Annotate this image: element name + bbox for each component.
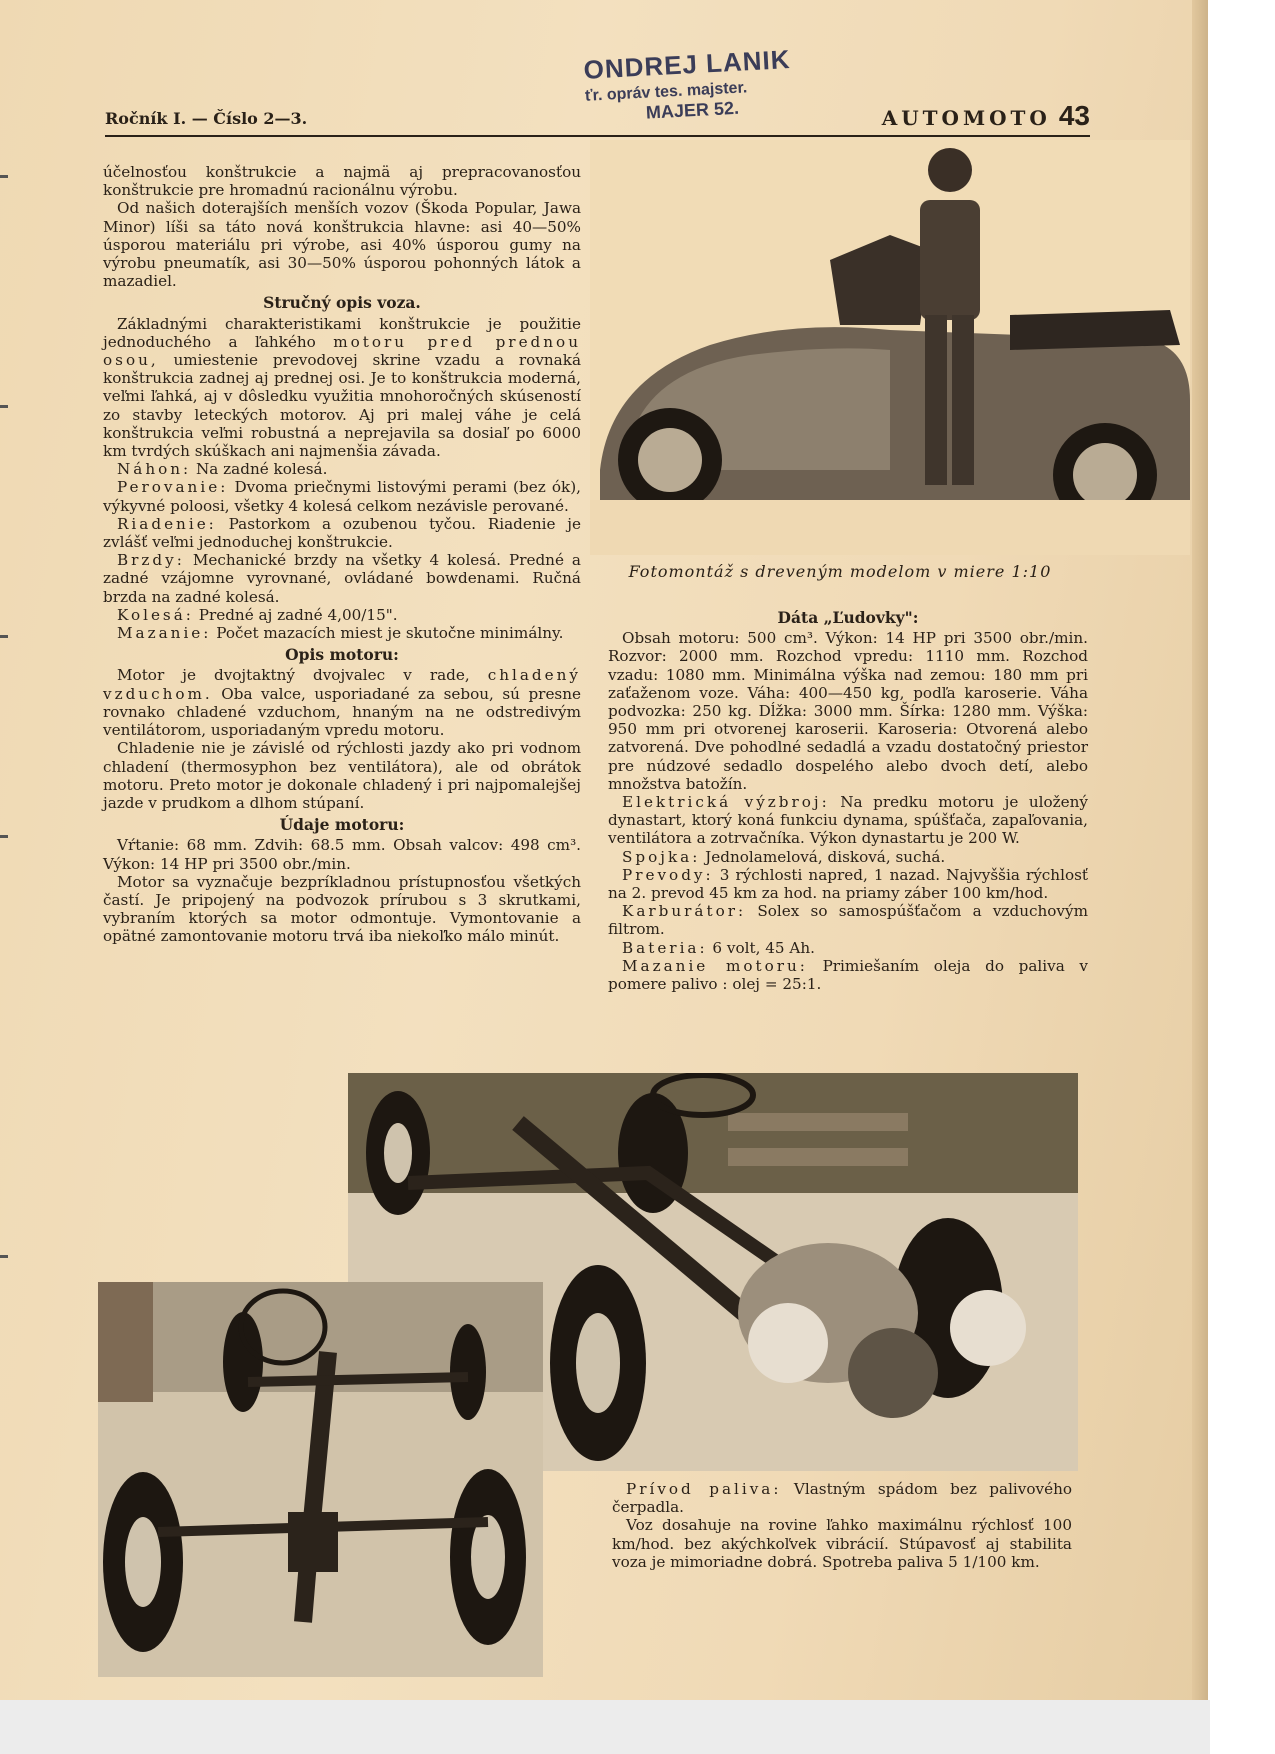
car-photo [590,140,1190,555]
left-column [103,163,581,946]
binding-mark [0,175,8,178]
spec-item: Mazanie: Počet mazacích miest je skutočne minimálny. [117,624,564,643]
scan-background [0,1700,1210,1754]
page-edge [1192,0,1208,1705]
paragraph: Chladenie nie je závislé od rýchlosti jazdy ako pri vodnom chladení (thermosyphon bez ventilátora), ale od obrátok motoru. Preto motor je dokonale chladený i pri najpomalejšej jazde v prudkom a dlhom stúpaní. [103,739,581,812]
magazine-name: AUTOMOTO [881,106,1051,130]
owner-stamp [583,41,847,142]
spec-item: Náhon: Na zadné kolesá. [117,460,328,479]
spec-item: Prívod paliva: Vlastným spádom bez palivového čerpadla. [612,1480,1073,1517]
spec-item: Perovanie: Dvoma priečnymi listovými perami (bez ók), výkyvné poloosi, všetky 4 kolesá celkom nezávisle perované. [103,478,581,515]
stamp-line-2: ťr. opráv tes. majster. [584,79,748,105]
paragraph: Motor je dvojtaktný dvojvalec v rade, chladený vzduchom. Oba valce, usporiadané za sebou, sú presne rovnako chladené vzduchom, hnaným na ne odstredivým ventilátorom, usporiadaným vpredu motoru. [103,666,581,740]
paragraph: Od našich doterajších menších vozov (Škoda Popular, Jawa Minor) líši sa táto nová konštrukcia hlavne: asi 40—50% úsporou materiálu pri výrobe, asi 40% úsporou gumy na výrobu pneumatík, asi 30—50% úsporou pohonných látok a mazadiel. [103,199,581,291]
section-heading: Opis motoru: [285,645,399,665]
stamp-line-3: MAJER 52. [645,97,740,123]
bottom-text [612,1480,1072,1571]
right-column [608,605,1088,993]
paragraph: účelnosťou konštrukcie a najmä aj prepracovanosťou konštrukcie pre hromadnú racionálnu výrobu. [103,163,581,200]
chassis-top-photo [98,1282,543,1677]
paragraph: Motor sa vyznačuje bezpríkladnou prístupnosťou všetkých častí. Je pripojený na podvozok prírubou s 3 skrutkami, vybraním ktorých sa motor odmontuje. Vymontovanie a opätné zamontovanie motoru trvá iba niekoľko málo minút. [103,872,581,946]
spec-item: Bateria: 6 volt, 45 Ah. [622,938,815,957]
binding-mark [0,835,8,838]
page-number: 43 [1058,100,1090,131]
spec-item: Brzdy: Mechanické brzdy na všetky 4 kolesá. Predné a zadné vzájomne vyrovnané, ovládané bowdenami. Ručná brzda na zadné kolesá. [103,551,581,606]
paragraph: Obsah motoru: 500 cm³. Výkon: 14 HP pri 3500 obr./min. Rozvor: 2000 mm. Rozchod vpredu: 1110 mm. Rozchod vzadu: 1080 mm. Minimálna výška nad zemou: 180 mm pri zaťaženom voze. Váha: 400—450 kg, podľa karoserie. Váha podvozka: 250 kg. Dĺžka: 3000 mm. Šírka: 1280 mm. Výška: 950 mm pri otvorenej karoserii. Karoseria: Otvorená alebo zatvorená. Dve pohodlné sedadlá a vzadu dostatočný priestor pre núdzové sedadlo dospelého alebo dvoch detí, alebo množstva batožín. [608,629,1088,793]
spec-item: Spojka: Jednolamelová, disková, suchá. [622,847,946,866]
section-heading: Stručný opis voza. [263,293,421,313]
spec-item: Elektrická výzbroj: Na predku motoru je uložený dynastart, ktorý koná funkciu dynama, spúšťača, zapaľovania, ventilátora a zotrvačníka. Výkon dynastartu je 200 W. [608,793,1088,848]
binding-mark [0,1255,8,1258]
paragraph: Voz dosahuje na rovine ľahko maximálnu rýchlosť 100 km/hod. bez akýchkoľvek vibrácií. Stúpavosť aj stabilita voza je mimoriadne dobrá. Spotreba paliva 5 1/100 km. [612,1516,1072,1571]
stamp-line-1: ONDREJ LANIK [582,44,792,85]
paragraph: Vŕtanie: 68 mm. Zdvih: 68.5 mm. Obsah valcov: 498 cm³. Výkon: 14 HP pri 3500 obr./min. [103,836,581,873]
spec-item: Mazanie motoru: Primiešaním oleja do paliva v pomere palivo : olej = 25:1. [608,956,1088,994]
section-heading: Údaje motoru: [279,815,405,835]
spec-item: Prevody: 3 rýchlosti napred, 1 nazad. Najvyššia rýchlosť na 2. prevod 45 km za hod. na priamy záber 100 km/hod. [608,865,1088,903]
photo-caption: Fotomontáž s dreveným modelom v miere 1:10 [628,562,1052,581]
spec-item: Karburátor: Solex so samospúšťačom a vzduchovým filtrom. [608,902,1088,939]
spec-item: Riadenie: Pastorkom a ozubenou tyčou. Riadenie je zvlášť veľmi jednoduchej konštrukcie. [103,514,581,552]
binding-mark [0,635,8,638]
spec-item: Kolesá: Predné aj zadné 4,00/15". [117,605,398,624]
section-heading: Dáta „Ľudovky": [777,608,919,627]
paragraph: Základnými charakteristikami konštrukcie je použitie jednoduchého a ľahkého motoru pred prednou osou, umiestenie prevodovej skrine vzadu a rovnaká konštrukcia zadnej aj prednej osi. Je to konštrukcia moderná, veľmi ľahká, aj v dôsledku využitia mnohoročných skúseností zo stavby leteckých motorov. Aj pri malej váhe je celá konštrukcia veľmi robustná a neprejavila sa dosiaľ po 6000 km tvrdých skúškach ani najmenšia závada. [103,314,581,461]
issue-label: Ročník I. — Číslo 2—3. [105,109,308,128]
magazine-title [882,100,1090,132]
binding-mark [0,405,8,408]
